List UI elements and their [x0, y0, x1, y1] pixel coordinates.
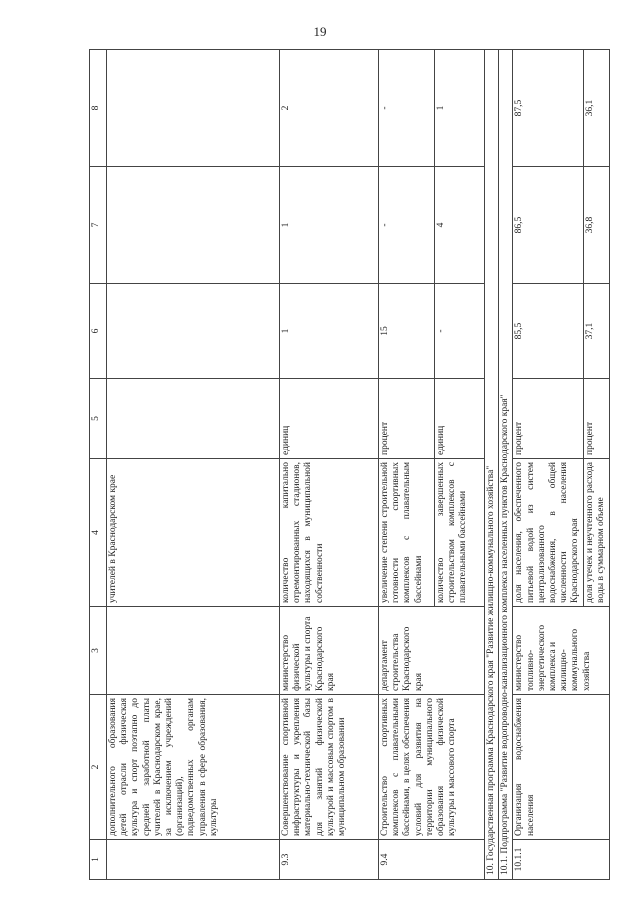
event-cell: дополнительного образования детей отрасли физическая культура и спорт поэтапно до средней заработной платы учителей в Краснодарском крае, за исключением учреждений (организаций), подведомственных органам управления в сфере образования, культуры	[107, 695, 280, 840]
value-cell-8: -	[379, 50, 435, 167]
row-number: 10.1.1	[513, 840, 609, 880]
value-cell-8: 87,5	[513, 50, 583, 167]
indicator-cell: увеличение степени строительной готовности спортивных комплексов с плавательным бассейнами	[379, 459, 435, 607]
row-number: 9.4	[379, 840, 485, 880]
indicator-cell: количество капитально отремонтированных стадионов, находящихся в муниципальной собственности	[280, 459, 379, 607]
value-cell-8: 36,1	[583, 50, 609, 167]
event-cell: Организация водоснабжения населения	[513, 695, 609, 840]
value-cell-6: 15	[379, 284, 435, 379]
executor-cell: департамент строительства Краснодарского края	[379, 607, 485, 695]
subsection-title: 10.1. Подпрограмма "Развитие водопроводно-канализационного комплекса населенных пунктов Краснодарского края"	[499, 50, 513, 880]
header-cell-1: 1	[90, 840, 107, 880]
indicator-cell: учителей в Краснодарском крае	[107, 459, 280, 607]
value-cell-7: 1	[280, 167, 379, 284]
unit-cell: процент	[379, 379, 435, 459]
value-cell-6: 1	[280, 284, 379, 379]
header-cell-4: 4	[90, 459, 107, 607]
value-cell-6: 85,5	[513, 284, 583, 379]
header-cell-2: 2	[90, 695, 107, 840]
value-cell-7: 86,5	[513, 167, 583, 284]
value-cell-6: 37,1	[583, 284, 609, 379]
unit-cell: единиц	[280, 379, 379, 459]
header-cell-7: 7	[90, 167, 107, 284]
value-cell-7	[107, 167, 280, 284]
row-number: 9.3	[280, 840, 379, 880]
event-cell: Совершенствование спортивной инфраструктуры и укрепления материально-технической базы для занятий физической культурой и массовым спортом в муниципальном образовании	[280, 695, 379, 840]
table-row	[513, 50, 583, 880]
table-row	[107, 50, 280, 880]
header-cell-6: 6	[90, 284, 107, 379]
header-cell-8: 8	[90, 50, 107, 167]
section-row	[485, 50, 499, 880]
value-cell-7: -	[379, 167, 435, 284]
section-title: 10. Государственная программа Краснодарского края "Развитие жилищно-коммунального хозяйства"	[485, 50, 499, 880]
value-cell-6: -	[435, 284, 485, 379]
header-cell-5: 5	[90, 379, 107, 459]
executor-cell	[107, 607, 280, 695]
table-header-row	[90, 50, 107, 880]
event-cell: Строительство спортивных комплексов с плавательными бассейнами, в целях обеспечения условий для развития на территории муниципального образования физической культуры и массового спорта	[379, 695, 485, 840]
value-cell-7: 36,8	[583, 167, 609, 284]
row-number	[107, 840, 280, 880]
value-cell-7: 4	[435, 167, 485, 284]
indicator-cell: доля утечек и неучтенного расхода воды в суммарном объеме	[583, 459, 609, 607]
rotated-table-container	[89, 50, 606, 880]
table-row	[379, 50, 435, 880]
indicator-cell: доля населения, обеспеченного питьевой водой из систем централизованного водоснабжения, в общей численности населения Краснодарского края	[513, 459, 583, 607]
indicator-cell: количество завершенных строительством комплексов с плавательными бассейнами	[435, 459, 485, 607]
executor-cell: министерство топливно-энергетического комплекса и жилищно-коммунального хозяйства	[513, 607, 609, 695]
subsection-row	[499, 50, 513, 880]
value-cell-8	[107, 50, 280, 167]
value-cell-8: 2	[280, 50, 379, 167]
unit-cell: процент	[583, 379, 609, 459]
table-row	[280, 50, 379, 880]
unit-cell: процент	[513, 379, 583, 459]
rotated-table-area	[89, 50, 606, 880]
value-cell-8: 1	[435, 50, 485, 167]
executor-cell: министерство физической культуры и спорта Краснодарского края	[280, 607, 379, 695]
page-number: 19	[313, 24, 327, 39]
unit-cell	[107, 379, 280, 459]
unit-cell: единиц	[435, 379, 485, 459]
header-cell-3: 3	[90, 607, 107, 695]
program-indicators-table	[89, 49, 610, 880]
value-cell-6	[107, 284, 280, 379]
